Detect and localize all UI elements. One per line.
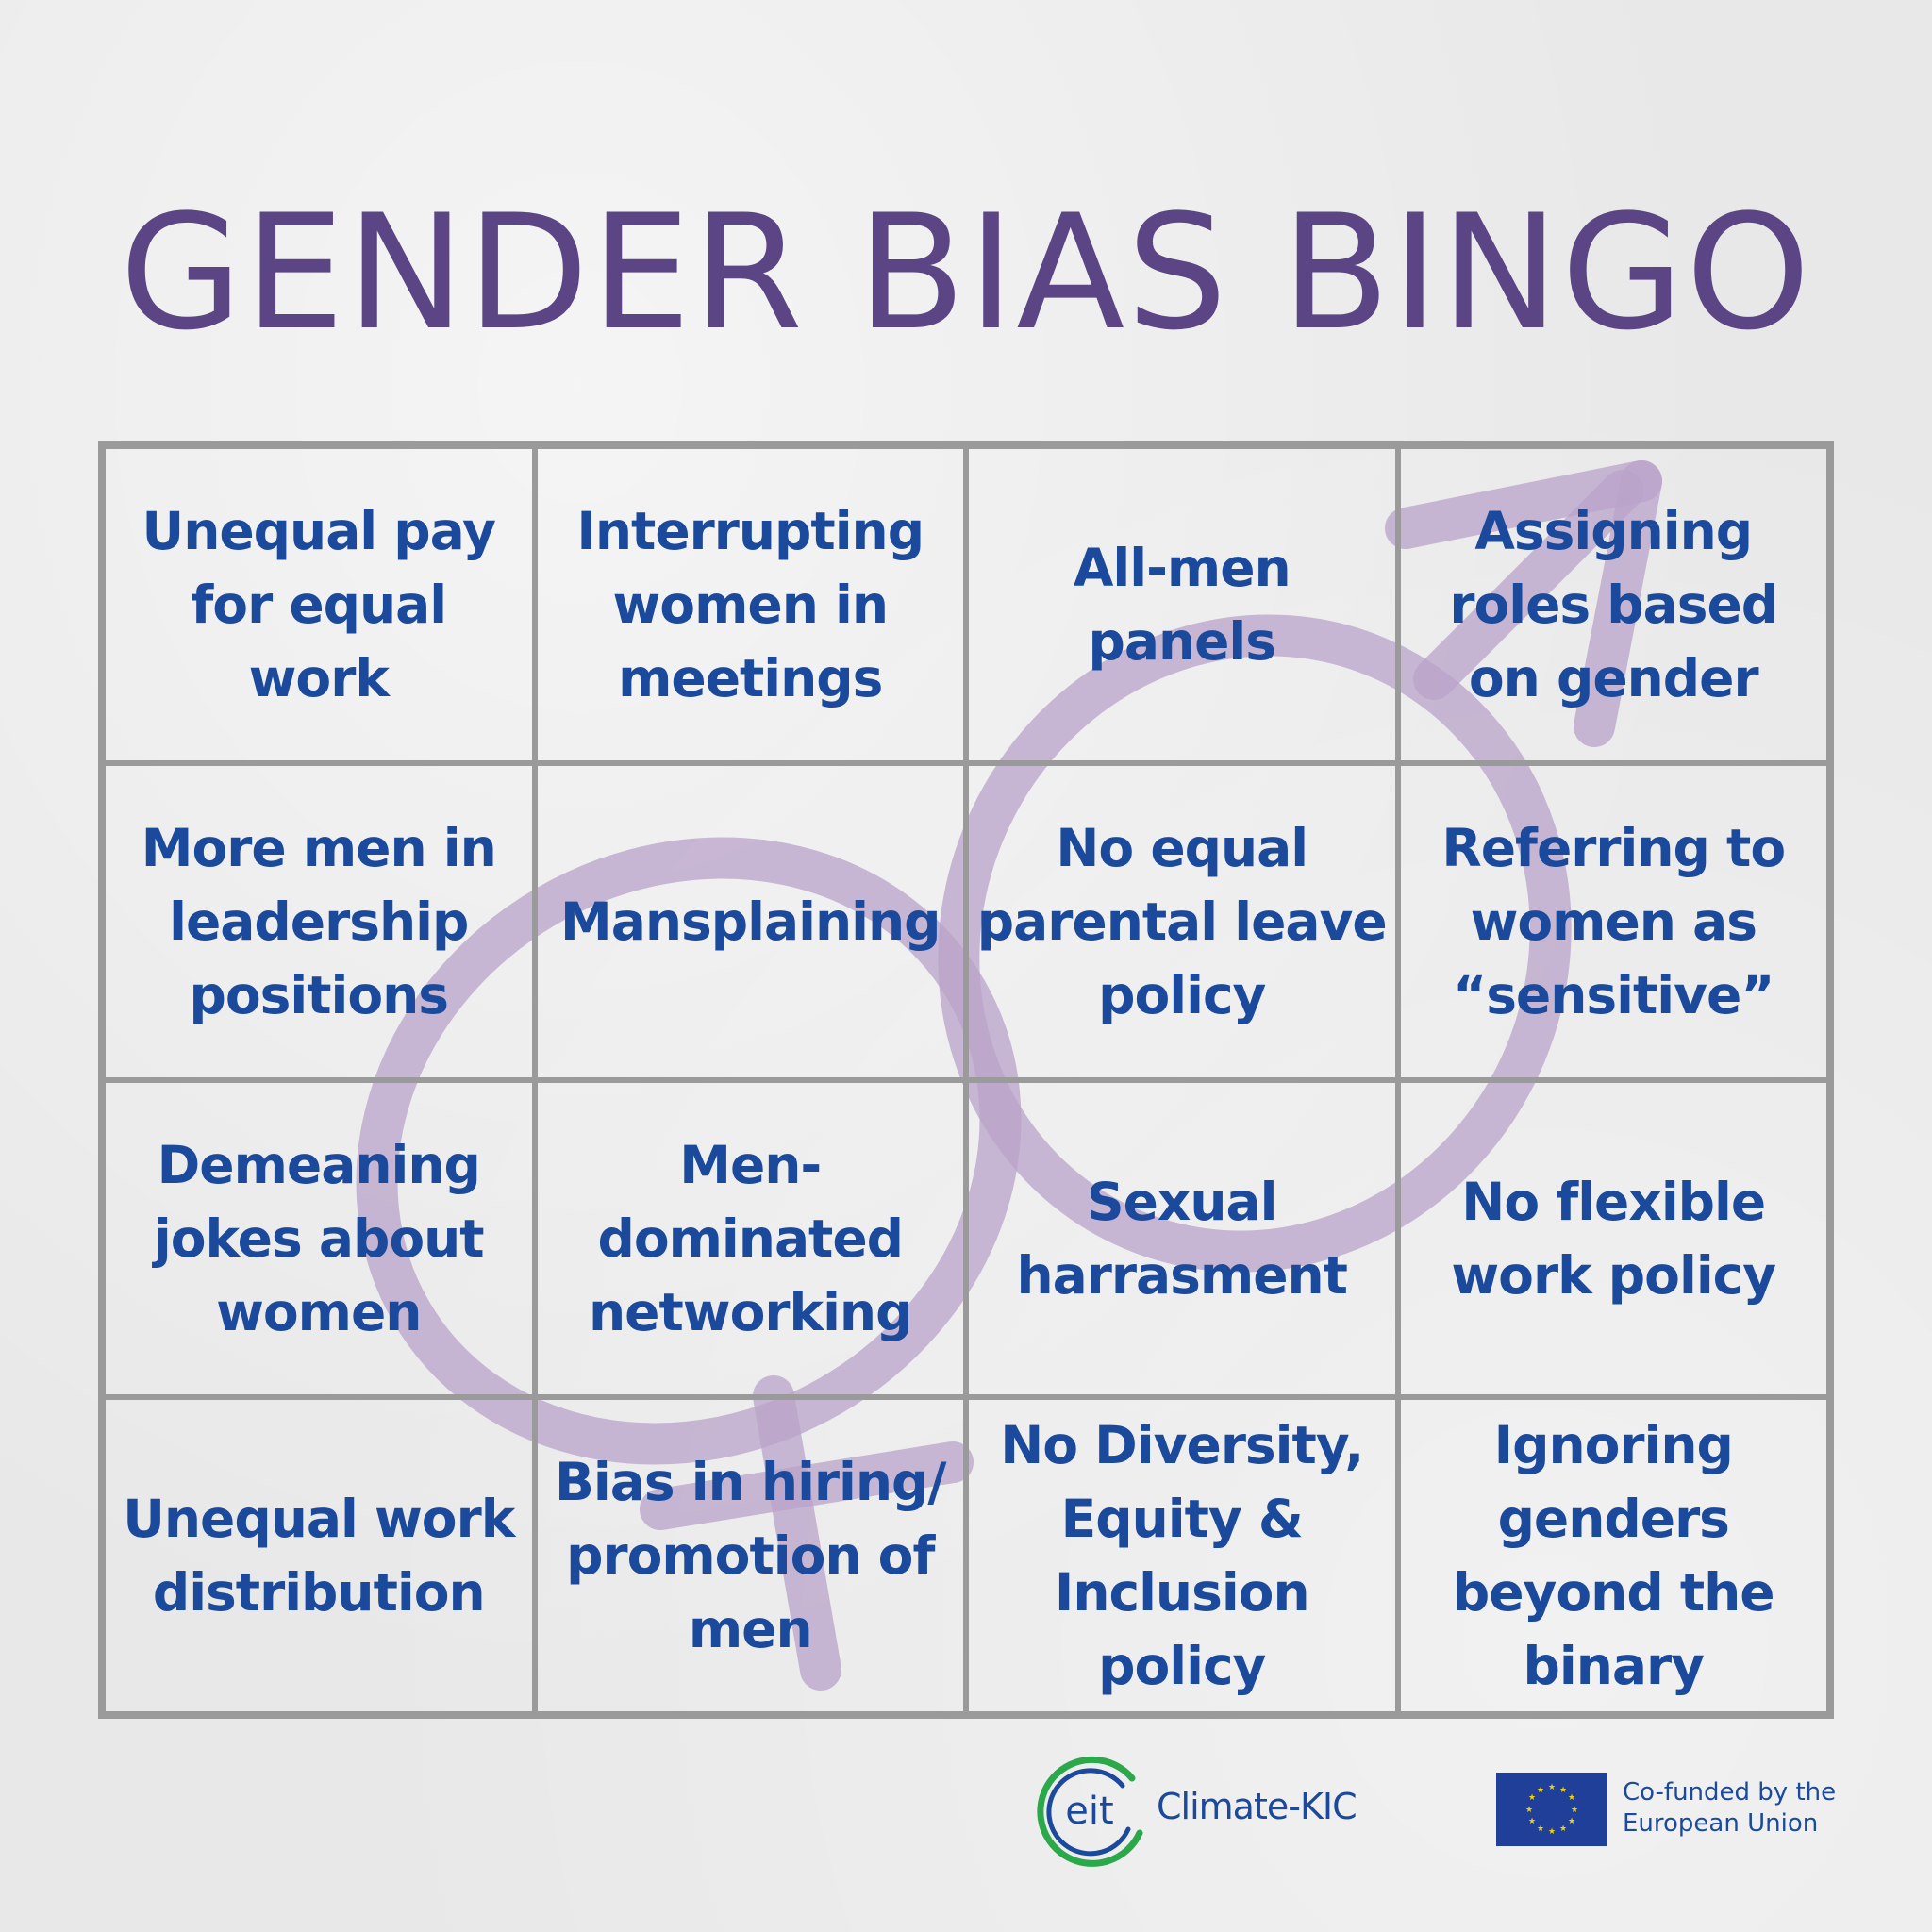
bingo-cell[interactable] <box>103 446 535 763</box>
bingo-cell-label: Demeaning jokes about women <box>153 1134 484 1343</box>
svg-text:★: ★ <box>1558 1824 1568 1834</box>
bingo-grid <box>98 441 1834 1719</box>
page-title: GENDER BIAS BINGO <box>119 180 1813 365</box>
svg-text:★: ★ <box>1524 1806 1534 1815</box>
svg-text:★: ★ <box>1527 1817 1537 1826</box>
svg-text:★: ★ <box>1558 1786 1568 1795</box>
bingo-cell-label: Assigning roles based on gender <box>1449 500 1778 709</box>
bingo-cell[interactable] <box>966 446 1398 763</box>
svg-text:★: ★ <box>1527 1793 1537 1803</box>
svg-text:★: ★ <box>1567 1817 1576 1826</box>
eit-brand-name: Climate-KIC <box>1157 1786 1357 1827</box>
svg-text:★: ★ <box>1567 1793 1576 1803</box>
svg-text:★: ★ <box>1536 1786 1545 1795</box>
bingo-cell[interactable] <box>103 1397 535 1714</box>
eu-funding-line-1: Co-funded by the <box>1623 1778 1837 1807</box>
eu-funding-line-2: European Union <box>1623 1808 1819 1838</box>
bingo-cell-label: More men in leadership positions <box>141 817 496 1026</box>
bingo-cell-label: Ignoring genders beyond the binary <box>1452 1414 1774 1697</box>
bingo-cell-label: Referring to women as “sensitive” <box>1441 817 1786 1026</box>
bingo-cell-label: All-men panels <box>1073 537 1291 672</box>
bingo-cell[interactable] <box>535 1080 967 1397</box>
bingo-cell[interactable] <box>1398 1397 1830 1714</box>
bingo-cell[interactable] <box>1398 1080 1830 1397</box>
eit-logo-text: eit <box>1065 1790 1114 1833</box>
eu-flag-icon <box>1496 1773 1607 1846</box>
bingo-cell-label: Unequal work distribution <box>123 1488 515 1623</box>
bingo-cell[interactable] <box>966 1080 1398 1397</box>
bingo-cell[interactable] <box>103 763 535 1080</box>
bingo-cell-label: Sexual harrasment <box>1016 1171 1347 1306</box>
bingo-cell[interactable] <box>103 1080 535 1397</box>
bingo-cell-label: No equal parental leave policy <box>976 817 1387 1026</box>
svg-text:★: ★ <box>1547 1827 1557 1837</box>
svg-text:★: ★ <box>1536 1824 1545 1834</box>
svg-text:★: ★ <box>1570 1806 1579 1815</box>
bingo-cell-label: Mansplaining <box>560 891 941 952</box>
bingo-cell[interactable] <box>535 763 967 1080</box>
bingo-cell[interactable] <box>966 763 1398 1080</box>
bingo-cell-label: Unequal pay for equal work <box>142 500 495 709</box>
eu-funding-note <box>1623 1777 1836 1839</box>
bingo-cell-label: No flexible work policy <box>1451 1171 1776 1306</box>
bingo-cell[interactable] <box>1398 446 1830 763</box>
bingo-cell-label: Bias in hiring/ promotion of men <box>554 1451 946 1660</box>
svg-text:★: ★ <box>1547 1783 1557 1792</box>
bingo-cell-label: Interrupting women in meetings <box>576 500 924 709</box>
bingo-cell[interactable] <box>535 1397 967 1714</box>
bingo-cell[interactable] <box>966 1397 1398 1714</box>
bingo-cell-label: Men-dominated networking <box>589 1134 912 1343</box>
bingo-cell[interactable] <box>1398 763 1830 1080</box>
eit-climate-kic-logo-icon <box>1028 1750 1151 1873</box>
bingo-cell[interactable] <box>535 446 967 763</box>
bingo-cell-label: No Diversity, Equity & Inclusion policy <box>1000 1414 1364 1697</box>
